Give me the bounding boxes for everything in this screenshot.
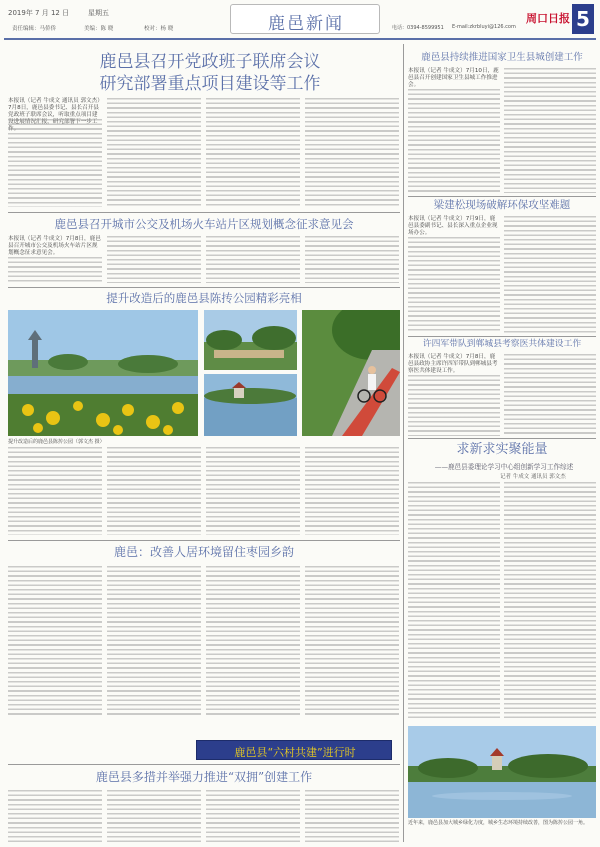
article-1-body-col-3 bbox=[206, 98, 300, 207]
header-designer: 美编：陈 晓 bbox=[84, 26, 114, 32]
article-3-caption: 提升改造后的鹿邑县陈抟公园（郭文杰 摄） bbox=[8, 439, 105, 445]
header-weekday: 星期五 bbox=[88, 9, 109, 17]
article-5-lead: 本报讯（记者 牛成文）7月10日，鹿邑县召开创建国家卫生县城工作推进会。 bbox=[408, 68, 499, 88]
article-3-body-col-3 bbox=[206, 447, 300, 535]
header-email: E-mail:zkrbluyi@126.com bbox=[452, 24, 516, 30]
article-10-body-col-4 bbox=[305, 790, 399, 842]
header-proofreader: 校对：杨 晓 bbox=[144, 26, 174, 32]
paper-logo bbox=[526, 10, 570, 26]
article-8-title: 求新求实聚能量 bbox=[456, 442, 548, 457]
article-7-body-col-2 bbox=[504, 354, 596, 436]
article-1-body-col-4 bbox=[305, 98, 399, 207]
article-1-body-col-1 bbox=[8, 119, 102, 207]
photo-cyclist-path bbox=[302, 310, 400, 436]
header-editor: 责任编辑：马侨侨 bbox=[12, 26, 57, 32]
article-3-title: 提升改造后的鹿邑县陈抟公园精彩亮相 bbox=[106, 291, 302, 305]
article-10-body-col-2 bbox=[107, 790, 201, 842]
article-6-title: 梁建松现场破解环保攻坚难题 bbox=[433, 199, 571, 211]
divider-2 bbox=[8, 287, 400, 288]
article-4-title: 鹿邑：改善人居环境留住枣园乡韵 bbox=[113, 545, 294, 559]
header-hotline: 电话：0394-8599951 bbox=[392, 25, 444, 31]
page-number: 5 bbox=[576, 7, 590, 31]
photo-park-left bbox=[8, 310, 198, 436]
header-rule bbox=[4, 38, 596, 40]
article-4-body-col-3 bbox=[206, 566, 300, 716]
article-10-body-col-3 bbox=[206, 790, 300, 842]
photo-park-bottom-middle bbox=[204, 374, 297, 436]
section-title-box bbox=[230, 4, 380, 34]
article-5-body-col-1 bbox=[408, 89, 500, 193]
paper-name: 周口日报 bbox=[526, 12, 570, 25]
article-6-body-col-2 bbox=[504, 216, 596, 333]
article-1-title-line-1: 鹿邑县召开党政班子联席会议 bbox=[99, 52, 321, 72]
photo-scenery-right bbox=[408, 726, 596, 818]
article-2-body-col-1 bbox=[8, 257, 102, 283]
article-4-body-col-2 bbox=[107, 566, 201, 716]
article-7-lead: 本报讯（记者 牛成文）7月8日，鹿邑县政协主席许四军带队到郸城县考察医共体建设工作。 bbox=[408, 354, 498, 374]
article-1-title-line-2: 研究部署重点项目建设等工作 bbox=[99, 74, 321, 94]
article-8-subtitle: ——鹿邑县委理论学习中心组创新学习工作综述 bbox=[434, 463, 574, 471]
page-number-box bbox=[572, 4, 594, 34]
section-title: 鹿邑新闻 bbox=[268, 14, 344, 34]
article-6-lead: 本报讯（记者 牛成文）7月9日，鹿邑县委副书记、县长深入重点企业现场办公。 bbox=[408, 216, 498, 236]
article-4-body-col-1 bbox=[8, 566, 102, 716]
article-2-body-col-2 bbox=[107, 236, 201, 283]
article-10-body-col-1 bbox=[8, 790, 102, 842]
article-5-title: 鹿邑县持续推进国家卫生县城创建工作 bbox=[421, 52, 583, 63]
article-3-body-col-2 bbox=[107, 447, 201, 535]
six-villages-banner bbox=[196, 740, 392, 760]
column-divider bbox=[403, 44, 404, 842]
article-3-body-col-4 bbox=[305, 447, 399, 535]
article-1-body-col-2 bbox=[107, 98, 201, 207]
header-date: 2019年 7 月 12 日 bbox=[8, 9, 70, 17]
divider-5 bbox=[408, 196, 596, 197]
article-2-lead: 本报讯（记者 牛成文）7月8日，鹿邑县召开城市公交及机场火车站片区规划概念征求意见会。 bbox=[8, 236, 101, 256]
divider-6 bbox=[408, 336, 596, 337]
article-7-title: 许四军带队到郸城县考察医共体建设工作 bbox=[422, 339, 582, 349]
divider-1 bbox=[8, 212, 400, 213]
article-8-body-col-1 bbox=[408, 482, 500, 720]
masthead-bar bbox=[4, 4, 596, 40]
photo-caption-right: 近年来，鹿邑县加大城乡绿化力度，城乡生态环境持续改善，图为陈抟公园一角。 bbox=[408, 820, 589, 826]
article-2-body-col-4 bbox=[305, 236, 399, 283]
divider-7 bbox=[408, 438, 596, 439]
photo-park-top-middle bbox=[204, 310, 297, 370]
article-6-body-col-1 bbox=[408, 237, 500, 333]
article-2-title: 鹿邑县召开城市公交及机场火车站片区规划概念征求意见会 bbox=[54, 217, 354, 231]
article-8-author: 记者 牛成文 通讯员 郭文杰 bbox=[500, 474, 566, 480]
article-5-body-col-2 bbox=[504, 68, 596, 193]
article-7-body-col-1 bbox=[408, 375, 500, 436]
article-8-body-col-2 bbox=[504, 482, 596, 720]
divider-4 bbox=[8, 764, 400, 765]
divider-3 bbox=[8, 540, 400, 541]
article-3-body-col-1 bbox=[8, 447, 102, 535]
article-1-lead: 本报讯（记者 牛成文 通讯员 郭文杰）7月8日，鹿邑县委书记、县长召开县党政班子联席会议，听取重点项目建设进展情况汇报，研究部署下一步工作。 bbox=[8, 98, 101, 132]
six-villages-banner-text: 鹿邑县“六村共建”进行时 bbox=[234, 746, 356, 759]
article-2-body-col-3 bbox=[206, 236, 300, 283]
article-10-title: 鹿邑县多措并举强力推进“双拥”创建工作 bbox=[95, 770, 313, 784]
article-4-body-col-4 bbox=[305, 566, 399, 716]
